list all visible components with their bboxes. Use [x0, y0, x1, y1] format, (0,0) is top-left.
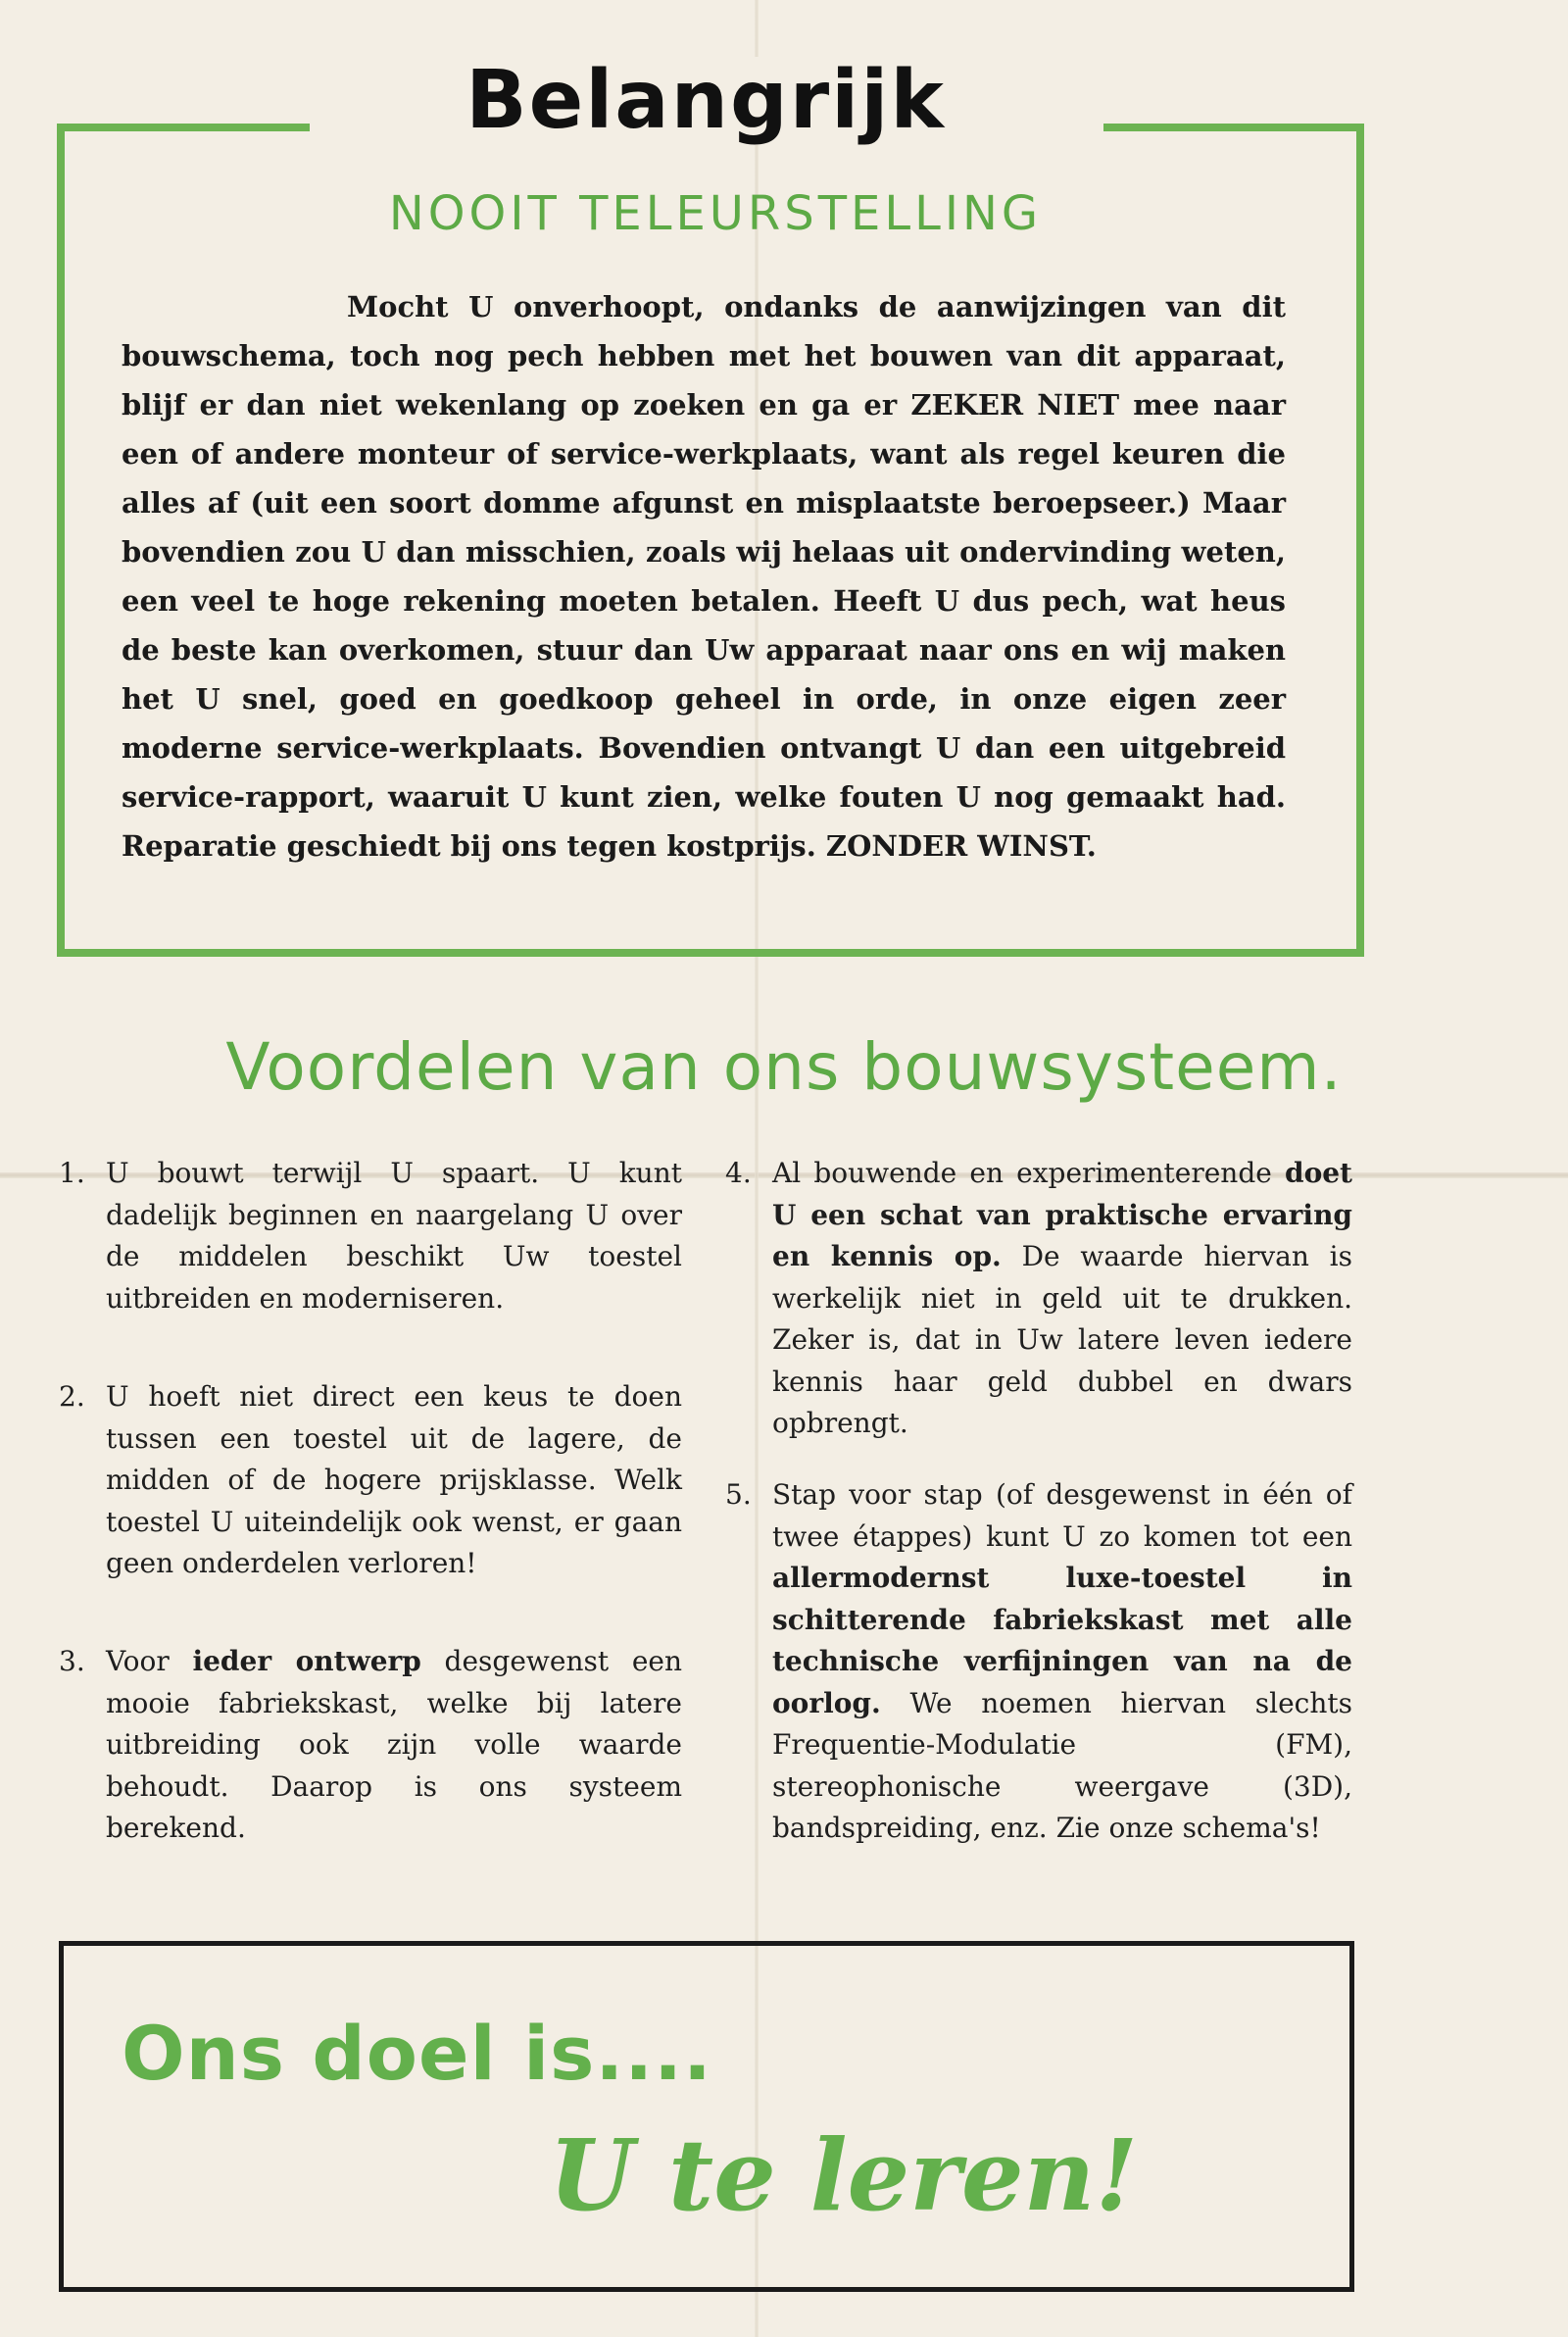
notice-subtitle: NOOIT TELEURSTELLING — [388, 186, 1043, 241]
goal-line-1: Ons doel is.... — [122, 2010, 712, 2097]
item-number: 5. — [725, 1478, 752, 1511]
goal-box — [59, 1941, 1354, 2292]
item-number: 2. — [59, 1380, 85, 1413]
advantage-item-1 — [59, 1153, 682, 1319]
advantage-item-3 — [59, 1641, 682, 1850]
item-text: Al bouwende en experimenterende — [772, 1157, 1285, 1189]
item-text: De waarde hiervan is werkelijk niet in geld uit te drukken. Zeker is, dat in Uw latere leven iedere kennis haar geld dubbel en dwars opbrengt. — [772, 1240, 1352, 1439]
item-text: Stap voor stap (of desgewenst in één of twee étappes) kunt U zo komen tot een — [772, 1478, 1352, 1553]
notice-body: Mocht U onverhoopt, ondanks de aanwijzingen van dit bouwschema, toch nog pech hebben met het bouwen van dit apparaat, blijf er dan niet wekenlang op zoeken en ga er ZEKER NIET mee naar een of andere monteur of service-werkplaats, want als regel keuren die alles af (uit een soort domme afgunst en misplaatste beroepseer.) Maar bovendien zou U dan misschien, zoals wij helaas uit ondervinding weten, een veel te hoge rekening moeten betalen. Heeft U dus pech, wat heus de beste kan overkomen, stuur dan Uw apparaat naar ons en wij maken het U snel, goed en goedkoop geheel in orde, in onze eigen zeer moderne service-werkplaats. Bovendien ontvangt U dan een uitgebreid service-rapport, waaruit U kunt zien, welke fouten U nog gemaakt had. Reparatie geschiedt bij ons tegen kostprijs. ZONDER WINST. — [122, 290, 1286, 863]
item-text: desgewenst een mooie fabriekskast, welke bij latere uitbreiding ook zijn volle waarde behoudt. Daarop is ons systeem berekend. — [106, 1645, 682, 1844]
item-number: 3. — [59, 1645, 85, 1677]
item-text: U hoeft niet direct een keus te doen tussen een toestel uit de lagere, de midden of de hogere prijsklasse. Welk toestel U uiteindelijk ook wenst, er gaan geen onderdelen verloren! — [106, 1380, 682, 1579]
advantage-item-2 — [59, 1376, 682, 1585]
goal-line-2: U te leren! — [549, 2117, 1139, 2233]
advantages-heading: Voordelen van ons bouwsysteem. — [225, 1029, 1343, 1105]
item-text-bold: ieder ontwerp — [192, 1645, 421, 1677]
item-text: We noemen hiervan slechts Frequentie-Modulatie (FM), stereophonische weergave (3D), bandspreiding, enz. Zie onze schema's! — [772, 1686, 1352, 1844]
item-text: Voor — [106, 1645, 193, 1677]
item-number: 1. — [59, 1157, 85, 1189]
advantage-item-5 — [725, 1474, 1352, 1850]
item-number: 4. — [725, 1157, 752, 1189]
advantage-item-4 — [725, 1153, 1352, 1445]
item-text-bold: allermodernst luxe-toestel in schitterende fabriekskast met alle technische verfijningen van na de oorlog. — [772, 1562, 1352, 1719]
page-title: Belangrijk — [333, 57, 1078, 145]
item-text: U bouwt terwijl U spaart. U kunt dadelijk beginnen en naargelang U over de middelen beschikt Uw toestel uitbreiden en moderniseren. — [106, 1157, 682, 1315]
item-text-bold: doet U een schat van praktische ervaring en kennis op. — [772, 1157, 1352, 1272]
